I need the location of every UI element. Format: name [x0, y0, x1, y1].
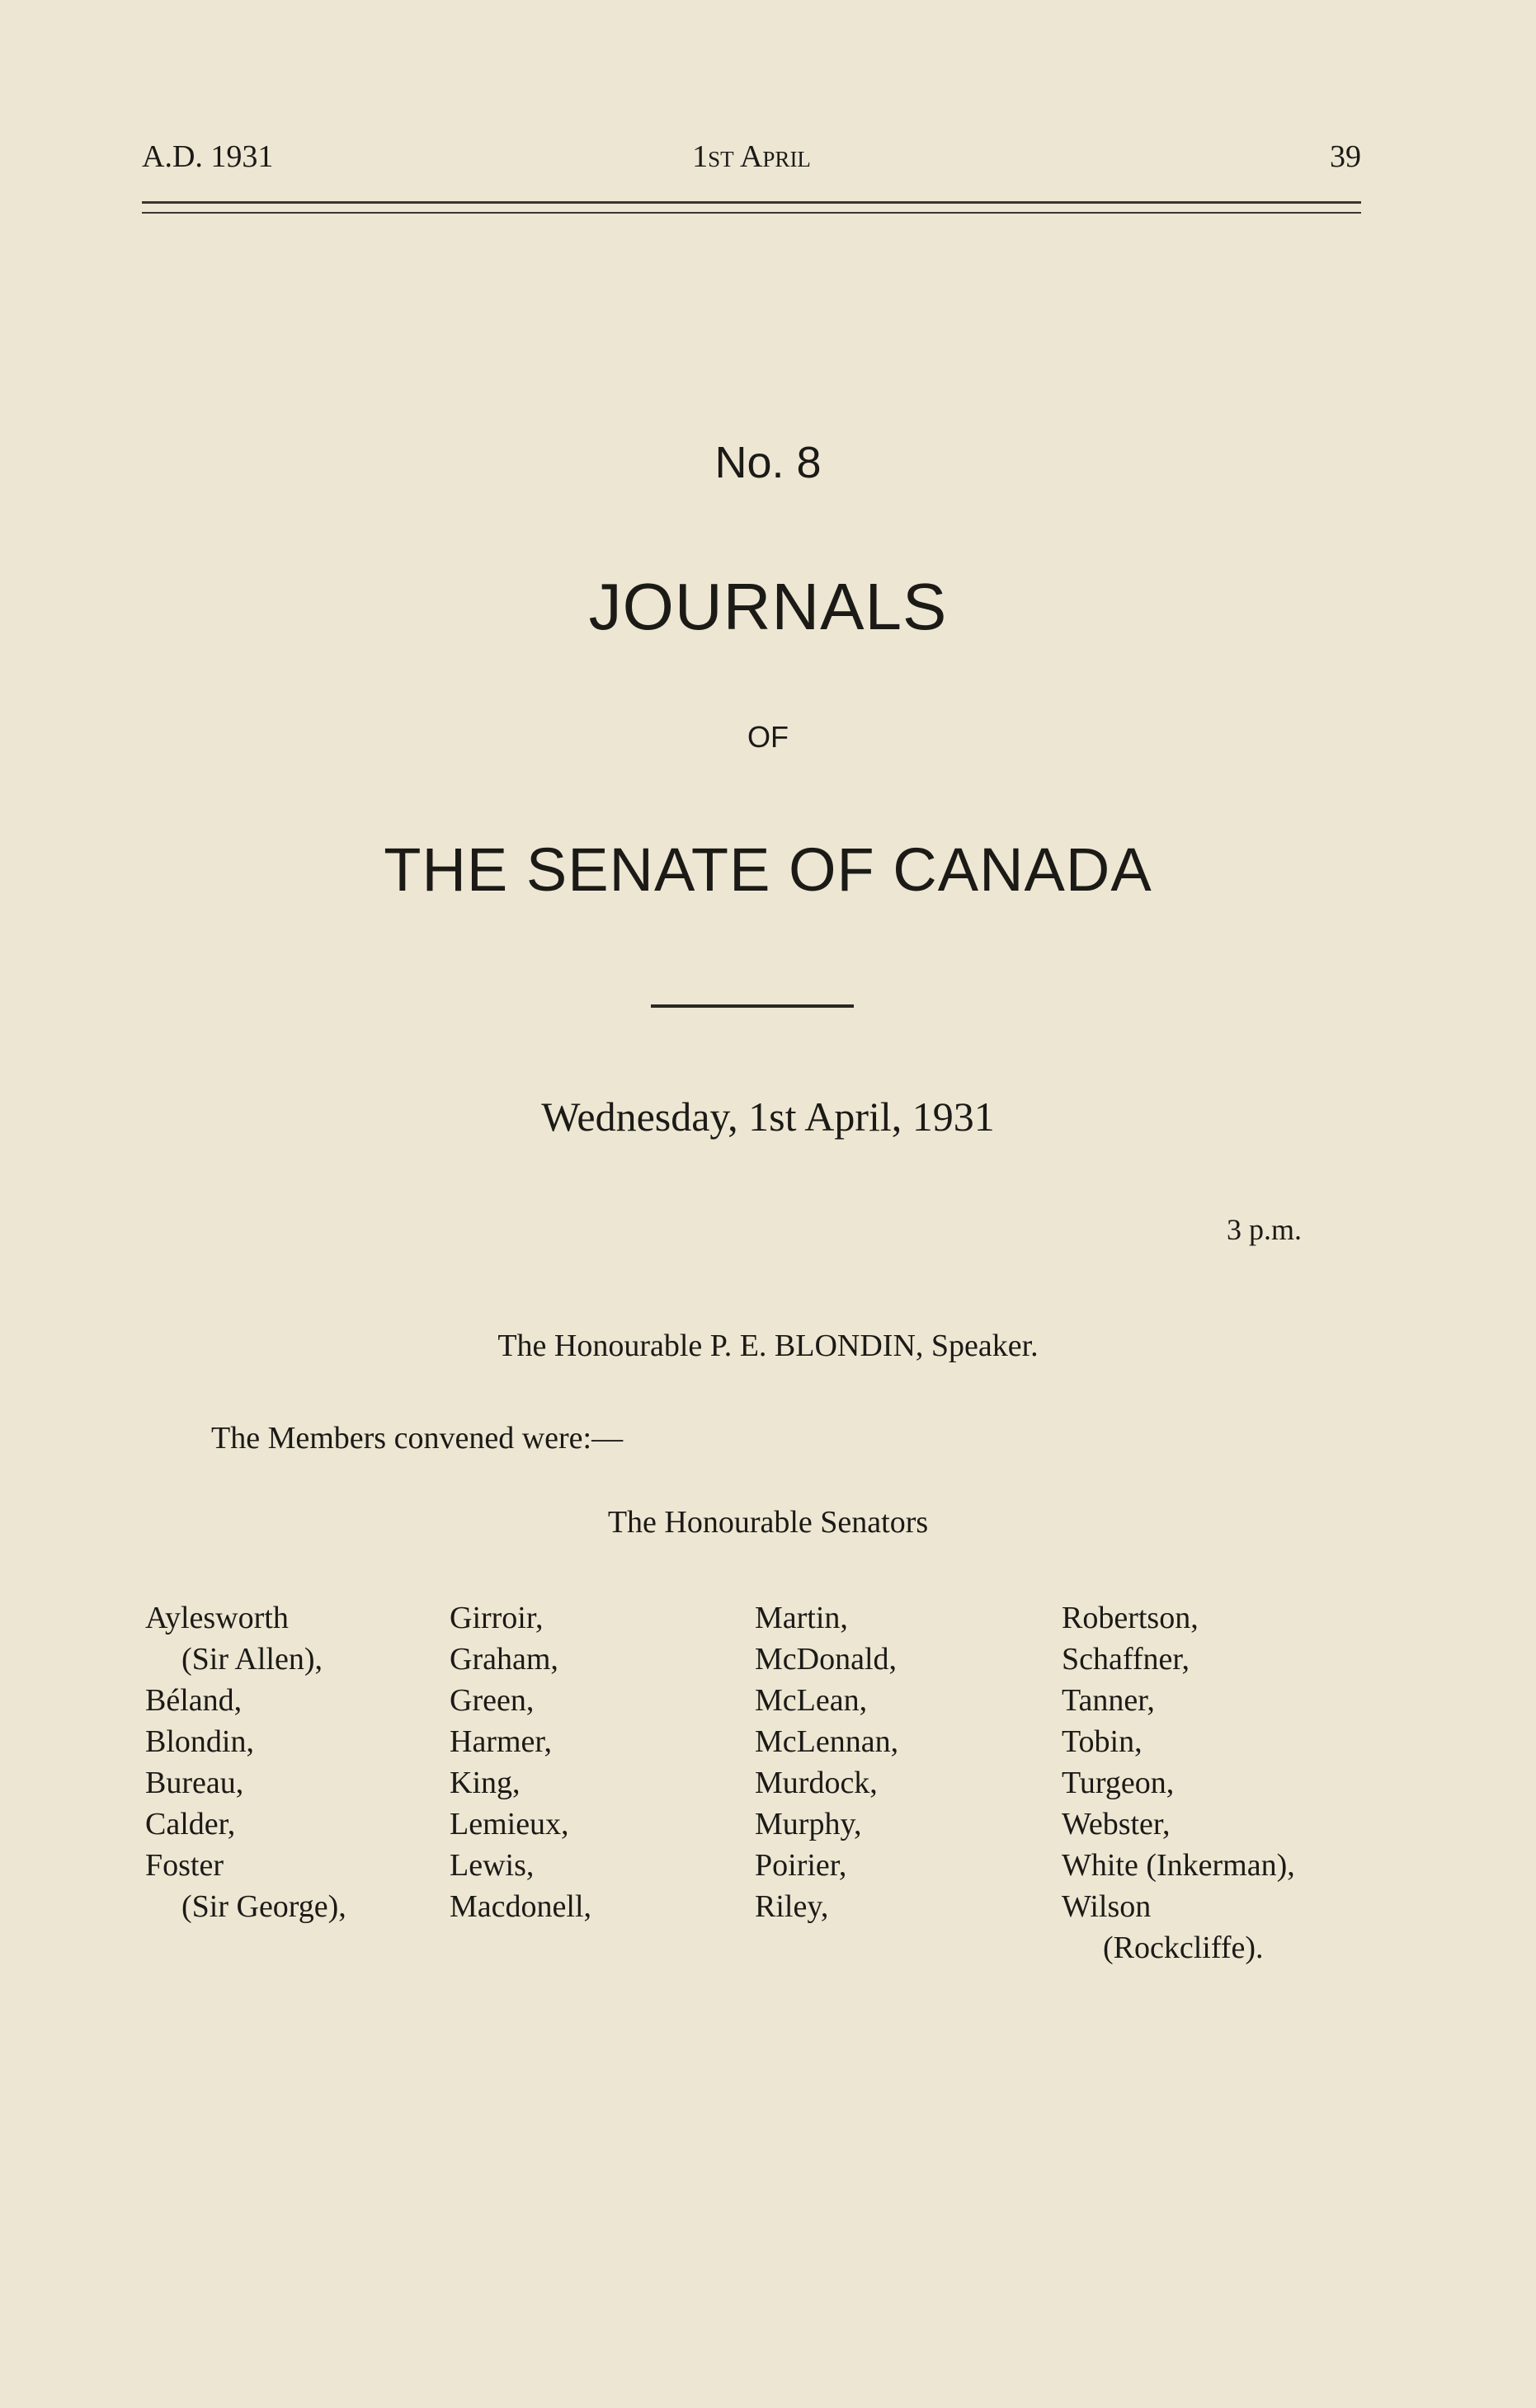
senators-column-1 [145, 1597, 346, 1927]
senator-name: Lemieux, [450, 1807, 569, 1841]
senator-name: (Sir George), [181, 1889, 346, 1924]
senator-name: (Sir Allen), [181, 1642, 323, 1677]
senator-name: Schaffner, [1062, 1642, 1190, 1677]
senator-name: Macdonell, [450, 1889, 592, 1924]
senator-name: Webster, [1062, 1807, 1171, 1841]
senator-name: Girroir, [450, 1601, 544, 1635]
running-header [142, 139, 1361, 180]
senator-name: Aylesworth [145, 1601, 289, 1635]
members-convened: The Members convened were:— [211, 1421, 624, 1456]
senator-name: Tanner, [1062, 1683, 1155, 1718]
senators-column-4 [1062, 1597, 1295, 1968]
senator-name: Poirier, [755, 1848, 847, 1883]
senator-name: Harmer, [450, 1724, 553, 1759]
senator-name: Wilson [1062, 1889, 1152, 1924]
senators-column-3 [755, 1597, 898, 1927]
senator-name: Riley, [755, 1889, 829, 1924]
sitting-time: 3 p.m. [1226, 1213, 1302, 1246]
senator-name: King, [450, 1766, 521, 1800]
senator-name: Graham, [450, 1642, 558, 1677]
senator-name: Martin, [755, 1601, 848, 1635]
senator-name: Turgeon, [1062, 1766, 1175, 1800]
senator-name: Tobin, [1062, 1724, 1143, 1759]
page-number: 39 [1330, 139, 1361, 174]
senator-name: Lewis, [450, 1848, 535, 1883]
header-rule [142, 201, 1361, 214]
title-rule [651, 1004, 854, 1008]
title-connector: OF [747, 720, 789, 754]
senator-name: McLean, [755, 1683, 868, 1718]
senator-name: Bureau, [145, 1766, 244, 1800]
senator-name: (Rockcliffe). [1103, 1931, 1264, 1965]
header-date: 1st April [692, 139, 811, 174]
senator-name: Foster [145, 1848, 224, 1883]
senator-name: Béland, [145, 1683, 243, 1718]
senator-name: White (Inkerman), [1062, 1848, 1295, 1883]
senator-name: Calder, [145, 1807, 236, 1841]
sitting-date: Wednesday, 1st April, 1931 [541, 1093, 995, 1140]
senators-column-2 [450, 1597, 591, 1927]
senators-heading: The Honourable Senators [607, 1505, 929, 1540]
senator-name: Green, [450, 1683, 535, 1718]
senator-name: Robertson, [1062, 1601, 1199, 1635]
senator-name: Blondin, [145, 1724, 254, 1759]
page-title: JOURNALS [588, 570, 948, 643]
speaker-line: The Honourable P. E. BLONDIN, Speaker. [497, 1329, 1039, 1363]
page-subtitle: THE SENATE OF CANADA [384, 835, 1152, 904]
senator-name: McLennan, [755, 1724, 899, 1759]
senator-name: Murdock, [755, 1766, 878, 1800]
journal-number: No. 8 [714, 438, 822, 487]
senator-name: McDonald, [755, 1642, 898, 1677]
senator-name: Murphy, [755, 1807, 862, 1841]
header-year: A.D. 1931 [142, 139, 274, 174]
